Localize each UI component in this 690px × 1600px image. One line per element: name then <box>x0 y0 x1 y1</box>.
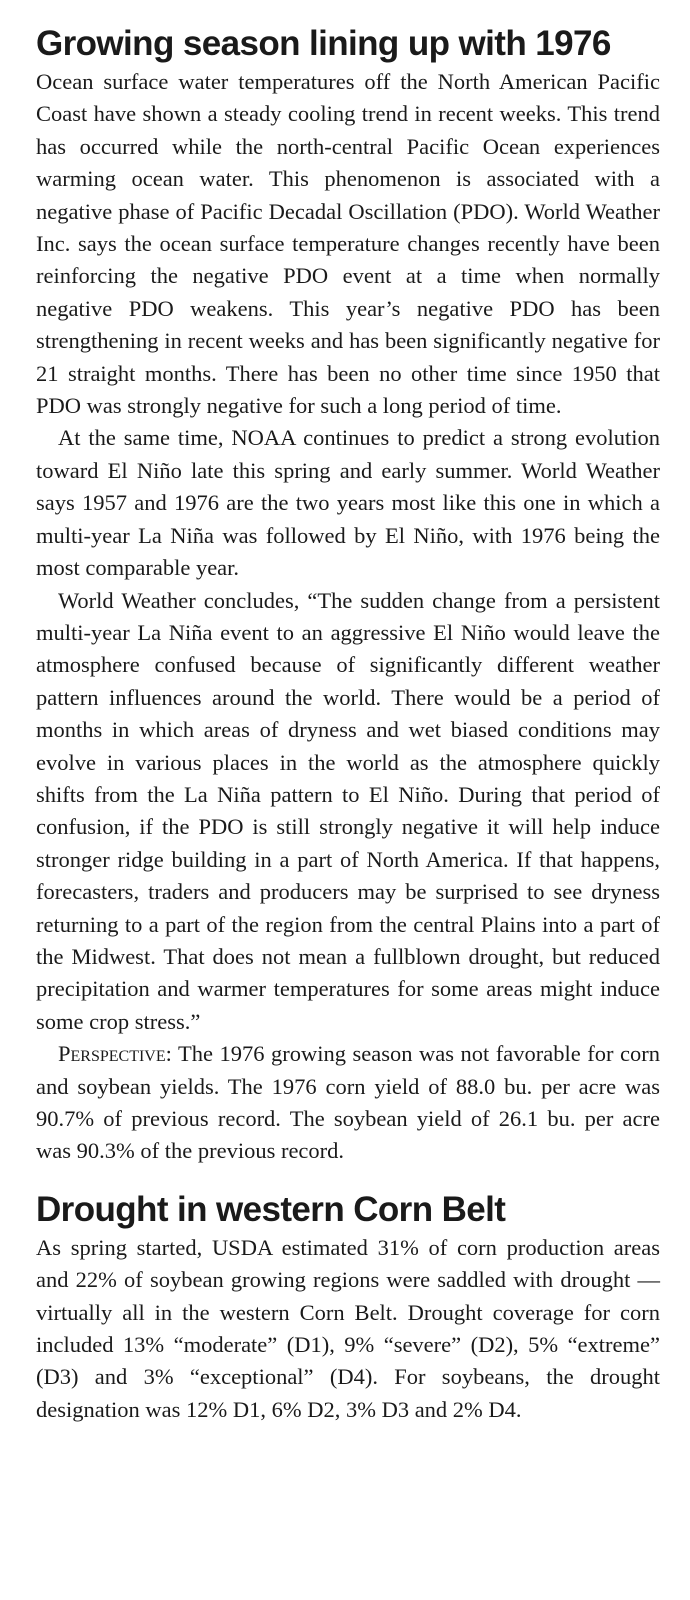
perspective-text: : The 1976 growing season was not favorable for corn and soybean yields. The 1976 corn yield of 88.0 bu. per acre was 90.7% of previous record. The soybean yield of 26.1 bu. per acre was 90.3% of the previous record. <box>36 1041 660 1164</box>
headline: Drought in western Corn Belt <box>36 1189 506 1229</box>
paragraph: At the same time, NOAA continues to predict a strong evolution toward El Niño late this spring and early summer. World Weather says 1957 and 1976 are the two years most like this one in which a multi-year La Niña was followed by El Niño, with 1976 being the most comparable year. <box>36 425 660 581</box>
section-growing-season <box>36 22 660 1168</box>
paragraph: As spring started, USDA estimated 31% of corn production areas and 22% of soybean growing regions were saddled with drought — virtually all in the western Corn Belt. Drought coverage for corn included 13% “moderate” (D1), 9% “severe” (D2), 5% “extreme” (D3) and 3% “exceptional” (D4). For soybeans, the drought designation was 12% D1, 6% D2, 3% D3 and 2% D4. <box>36 1234 660 1422</box>
headline: Growing season lining up with 1976 <box>36 24 611 63</box>
paragraph: Ocean surface water temperatures off the North American Pacific Coast have shown a steady cooling trend in recent weeks. This trend has occurred while the north-central Pacific Ocean experiences warming ocean water. This phenomenon is associated with a negative phase of Pacific Decadal Oscillation (PDO). World Weather Inc. says the ocean surface temperature changes recently have been reinforcing the negative PDO event at a time when normally negative PDO weakens. This year’s negative PDO has been strengthening in recent weeks and has been significantly negative for 21 straight months. There has been no other time since 1950 that PDO was strongly negative for such a long period of time. <box>36 69 660 419</box>
section-drought <box>36 1188 660 1426</box>
perspective-paragraph <box>36 1038 660 1168</box>
perspective-label: Perspective <box>58 1041 166 1067</box>
article <box>36 22 660 1426</box>
paragraph: World Weather concludes, “The sudden change from a persistent multi-year La Niña event to an aggressive El Niño would leave the atmosphere confused because of significantly different weather pattern influences around the world. There would be a period of months in which areas of dryness and wet biased conditions may evolve in various places in the world as the atmosphere quickly shifts from the La Niña pattern to El Niño. During that period of confusion, if the PDO is still strongly negative it will help induce stronger ridge building in a part of North America. If that happens, forecasters, traders and producers may be surprised to see dryness returning to a part of the region from the central Plains into a part of the Midwest. That does not mean a fullblown drought, but reduced precipitation and warmer temperatures for some areas might induce some crop stress.” <box>36 587 660 1034</box>
